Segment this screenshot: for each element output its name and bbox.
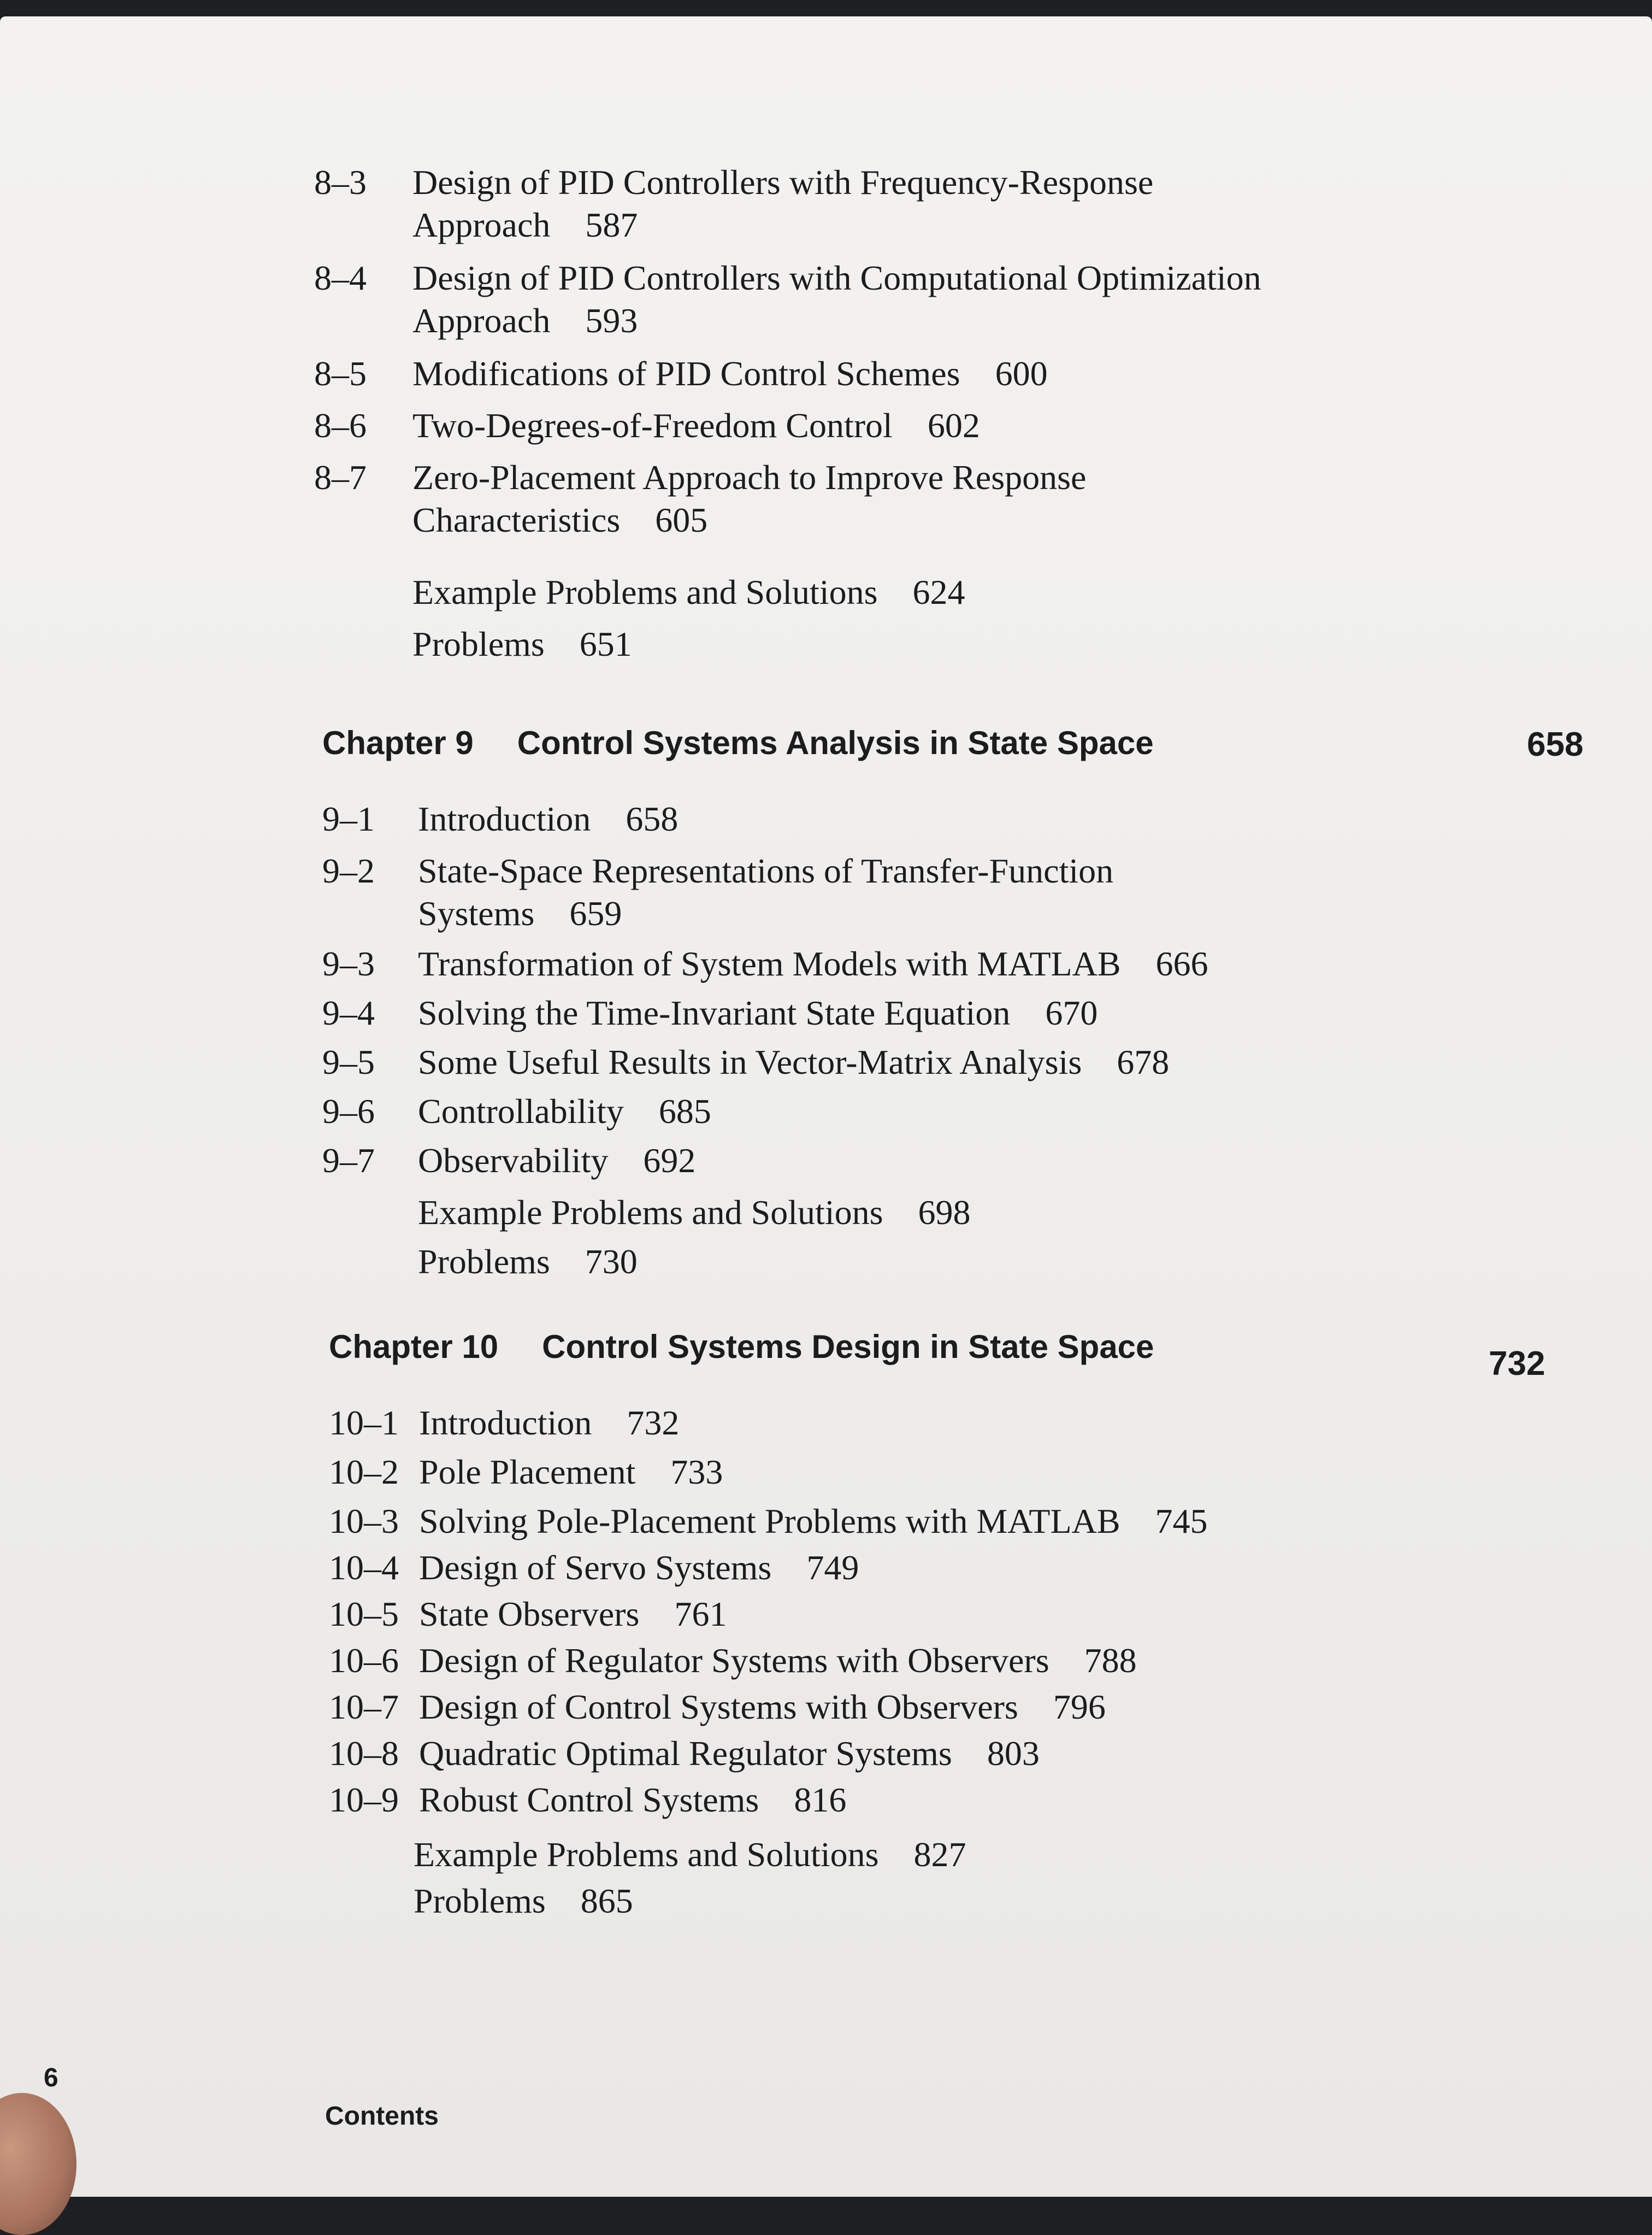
section-number: 10–7 [329,1687,399,1726]
section-number: 9–7 [322,1141,375,1180]
section-page: 600 [995,354,1048,393]
section-title: Introduction [419,1403,592,1442]
section-page: 761 [674,1595,727,1633]
section-title: Design of PID Controllers with Computational Optimization [412,258,1261,297]
section-number: 10–4 [329,1548,399,1587]
section-title: Quadratic Optimal Regulator Systems [419,1734,952,1773]
section-title: Example Problems and Solutions [414,1835,879,1874]
section-title: Controllability [418,1092,624,1131]
section-number: 8–4 [314,258,367,297]
chapter-label: Chapter 10 [329,1328,499,1365]
section-title: Solving the Time-Invariant State Equation [418,993,1011,1032]
section-page: 678 [1117,1043,1170,1081]
section-page: 732 [627,1403,680,1442]
chapter-9-heading [322,724,1154,762]
section-page: 745 [1155,1502,1208,1540]
section-title-cont: Characteristics [412,501,621,539]
section-page: 666 [1155,944,1208,983]
running-footer: Contents [325,2102,439,2131]
section-page: 749 [806,1548,859,1587]
section-number: 10–8 [329,1734,399,1773]
chapter-label: Chapter 9 [322,725,474,761]
section-page: 698 [918,1193,971,1232]
section-page: 651 [579,625,632,663]
section-title: Introduction [418,799,591,838]
section-page: 733 [670,1452,723,1491]
section-title: Zero-Placement Approach to Improve Response [412,458,1087,497]
section-number: 9–4 [322,993,375,1032]
section-number: 8–5 [314,354,367,393]
section-title: Robust Control Systems [419,1780,759,1819]
section-page: 796 [1053,1687,1106,1726]
section-title: State Observers [419,1595,640,1633]
section-page: 593 [585,301,638,340]
section-title-cont: Approach [412,301,551,340]
section-number: 8–3 [314,163,367,202]
section-page: 659 [569,894,622,933]
section-page: 670 [1045,993,1098,1032]
section-title: Design of PID Controllers with Frequency-Response [412,163,1154,202]
book-page [0,16,1652,2197]
section-number: 10–9 [329,1780,399,1819]
section-title: Example Problems and Solutions [418,1193,883,1232]
section-number: 10–3 [329,1502,399,1540]
section-title: Problems [414,1881,546,1920]
section-title-cont: Approach [412,205,551,244]
chapter-title: Control Systems Design in State Space [542,1328,1154,1365]
section-page: 658 [626,799,678,838]
section-title: Some Useful Results in Vector-Matrix Analysis [418,1043,1082,1081]
section-page: 816 [794,1780,847,1819]
section-title: Design of Regulator Systems with Observers [419,1641,1049,1680]
section-page: 685 [658,1092,711,1131]
section-page: 624 [912,573,965,611]
section-number: 10–6 [329,1641,399,1680]
section-page: 587 [585,205,638,244]
section-page: 803 [987,1734,1040,1773]
section-page: 788 [1084,1641,1137,1680]
section-title: Design of Servo Systems [419,1548,772,1587]
section-number: 10–2 [329,1452,399,1491]
section-page: 602 [927,406,980,445]
section-number: 9–6 [322,1092,375,1131]
section-title: Problems [412,625,545,663]
section-page: 865 [580,1881,633,1920]
chapter-title: Control Systems Analysis in State Space [517,725,1154,761]
section-title: State-Space Representations of Transfer-Function [418,851,1114,890]
section-title: Pole Placement [419,1452,636,1491]
section-page: 827 [913,1835,966,1874]
section-title-cont: Systems [418,894,535,933]
section-title: Modifications of PID Control Schemes [412,354,960,393]
chapter-9-page: 658 [1527,726,1584,763]
chapter-10-page: 732 [1489,1345,1545,1383]
section-title: Observability [418,1141,609,1180]
section-number: 10–1 [329,1403,399,1442]
section-title: Transformation of System Models with MATLAB [418,944,1121,983]
section-title: Design of Control Systems with Observers [419,1687,1018,1726]
section-number: 9–5 [322,1043,375,1081]
section-page: 605 [655,501,708,539]
section-number: 9–2 [322,851,375,890]
section-page: 730 [585,1242,638,1281]
section-number: 9–1 [322,799,375,838]
chapter-10-heading [329,1328,1154,1366]
section-page: 692 [643,1141,696,1180]
section-number: 9–3 [322,944,375,983]
section-number: 8–7 [314,458,367,497]
section-number: 8–6 [314,406,367,445]
section-number: 10–5 [329,1595,399,1633]
section-title: Example Problems and Solutions [412,573,878,611]
section-title: Two-Degrees-of-Freedom Control [412,406,893,445]
section-title: Solving Pole-Placement Problems with MATLAB [419,1502,1120,1540]
page-number: 6 [44,2063,58,2092]
section-title: Problems [418,1242,550,1281]
